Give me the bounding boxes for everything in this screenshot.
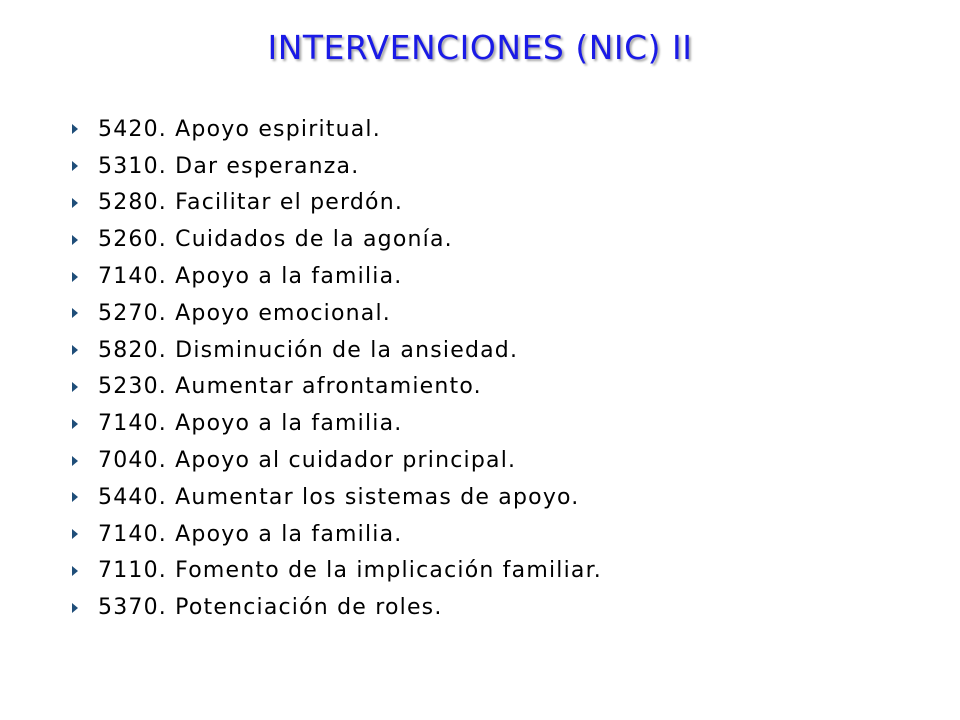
triangle-right-icon: [72, 566, 78, 576]
triangle-right-icon: [72, 382, 78, 392]
list-item: [70, 589, 602, 626]
list-item-label: 5280. Facilitar el perdón.: [98, 190, 404, 216]
list-item: [70, 185, 602, 222]
triangle-right-icon: [72, 235, 78, 245]
list-item: [70, 111, 602, 148]
list-item-label: 7140. Apoyo a la familia.: [98, 264, 403, 290]
list-item: [70, 479, 602, 516]
list-item: [70, 553, 602, 590]
list-item: [70, 369, 602, 406]
triangle-right-icon: [72, 419, 78, 429]
triangle-right-icon: [72, 345, 78, 355]
intervention-list: [70, 111, 602, 626]
list-item-label: 7140. Apoyo a la familia.: [98, 411, 403, 437]
list-item: [70, 148, 602, 185]
triangle-right-icon: [72, 198, 78, 208]
slide-title: INTERVENCIONES (NIC) II: [267, 28, 693, 67]
list-item-label: 7140. Apoyo a la familia.: [98, 521, 403, 547]
triangle-right-icon: [72, 492, 78, 502]
triangle-right-icon: [72, 272, 78, 282]
triangle-right-icon: [72, 161, 78, 171]
triangle-right-icon: [72, 603, 78, 613]
list-item-label: 5420. Apoyo espiritual.: [98, 116, 381, 142]
list-item: [70, 258, 602, 295]
list-item-label: 5230. Aumentar afrontamiento.: [98, 374, 482, 400]
list-item: [70, 332, 602, 369]
list-item: [70, 221, 602, 258]
list-item-label: 5310. Dar esperanza.: [98, 153, 360, 179]
list-item-label: 5370. Potenciación de roles.: [98, 595, 443, 621]
list-item: [70, 405, 602, 442]
list-item: [70, 442, 602, 479]
list-item: [70, 295, 602, 332]
list-item: [70, 516, 602, 553]
triangle-right-icon: [72, 308, 78, 318]
list-item-label: 5820. Disminución de la ansiedad.: [98, 337, 519, 363]
triangle-right-icon: [72, 456, 78, 466]
triangle-right-icon: [72, 529, 78, 539]
list-item-label: 7040. Apoyo al cuidador principal.: [98, 448, 517, 474]
list-item-label: 5270. Apoyo emocional.: [98, 300, 391, 326]
triangle-right-icon: [72, 124, 78, 134]
list-item-label: 5440. Aumentar los sistemas de apoyo.: [98, 484, 580, 510]
list-item-label: 7110. Fomento de la implicación familiar.: [98, 558, 602, 584]
list-item-label: 5260. Cuidados de la agonía.: [98, 227, 453, 253]
